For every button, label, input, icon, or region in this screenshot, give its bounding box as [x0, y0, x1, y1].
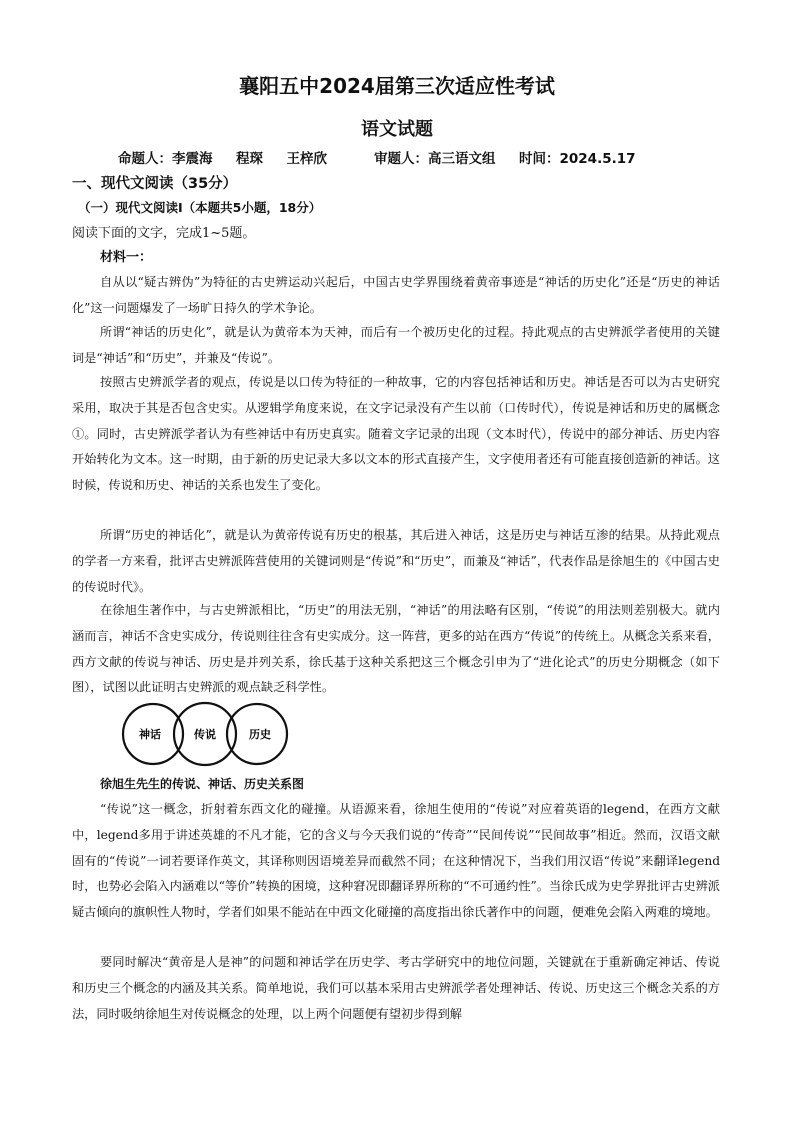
paragraph-7: 要同时解决“黄帝是人是神”的问题和神话学在历史学、考古学研究中的地位问题，关键就在于重新确定神话、传说和历史三个概念的内涵及其关系。简单地说，我们可以基本采用古史辨派学者处理神话、传说、历史这三个概念关系的方法，同时吸纳徐旭生对传说概念的处理，以上两个问题便有望初步得到解 [72, 955, 720, 1021]
label-history: 历史 [249, 728, 271, 741]
paragraph-4: 所谓“历史的神话化”，就是认为黄帝传说有历史的根基，其后进入神话，这是历史与神话互渗的结果。从持此观点的学者一方来看，批评古史辨派阵营使用的关键词则是“传说”和“历史”，而兼及“神话”，代表作品是徐旭生的《中国古史的传说时代》。 [72, 528, 720, 594]
paragraph-6: “传说”这一概念，折射着东西文化的碰撞。从语源来看，徐旭生使用的“传说”对应着英语的legend，在西方文献中，legend多用于讲述英雄的不凡才能，它的含义与今天我们说的“传奇”“民间传说”“民间故事”相近。然而，汉语文献固有的“传说”一词若要译作英文，其译称则因语境差异而截然不同；在这种情况下，当我们用汉语“传说”来翻译legend时，也势必会陷入内涵难以“等价”转换的困境，这种窘况即翻译界所称的“不可通约性”。当徐氏成为史学界批评古史辨派疑古倾向的旗帜性人物时，学者们如果不能站在中西文化碰撞的高度指出徐氏著作中的问题，便难免会陷入两难的境地。 [72, 802, 720, 920]
paragraph-2: 所谓“神话的历史化”，就是认为黄帝本为天神，而后有一个被历史化的过程。持此观点的古史辨派学者使用的关键词是“神话”和“历史”，并兼及“传说”。 [72, 325, 720, 365]
paragraph-1: 自从以“疑古辨伪”为特征的古史辨运动兴起后，中国古史学界围绕着黄帝事迹是“神话的历史化”还是“历史的神话化”这一问题爆发了一场旷日持久的学术争论。 [72, 275, 720, 315]
material-label: 材料一： [100, 250, 153, 265]
concept-venn-diagram [120, 700, 300, 768]
reading-instruction: 阅读下面的文字，完成1~5题。 [72, 226, 256, 241]
paragraph-3: 按照古史辨派学者的观点，传说是以口传为特征的一种故事，它的内容包括神话和历史。神话是否可以为古史研究采用，取决于其是否包含史实。从逻辑学角度来说，在文字记录没有产生以前（口传时代），传说是神话和历史的属概念①。同时，古史辨派学者认为有些神话中有历史真实。随着文字记录的出现（文本时代），传说中的部分神话、历史内容开始转化为文本。这一时期，由于新的历史记录大多以文本的形式直接产生，文字使用者还有可能直接创造新的神话。这时候，传说和历史、神话的关系也发生了变化。 [72, 375, 720, 493]
paragraph-5: 在徐旭生著作中，与古史辨派相比，“历史”的用法无别，“神话”的用法略有区别，“传说”的用法则差别极大。就内涵而言，神话不含史实成分，传说则往往含有史实成分。这一阵营，更多的站在西方“传说”的传统上。从概念关系来看，西方文献的传说与神话、历史是并列关系，徐氏基于这种关系把这三个概念引申为了“进化论式”的历史分期概念（如下图），试图以此证明古史辨派的观点缺乏科学性。 [72, 603, 720, 695]
label-legend: 传说 [194, 728, 216, 741]
diagram-caption: 徐旭生先生的传说、神话、历史关系图 [100, 777, 305, 791]
exam-title: 襄阳五中2024届第三次适应性考试 [239, 74, 555, 98]
label-myth: 神话 [139, 728, 161, 741]
exam-meta: 命题人：李震海 程琛 王梓欣 审题人：高三语文组 时间：2024.5.17 [118, 151, 636, 167]
subsection-heading: （一）现代文阅读Ⅰ（本题共5小题，18分） [78, 200, 322, 215]
exam-subtitle: 语文试题 [361, 119, 433, 140]
section-heading: 一、现代文阅读（35分） [72, 176, 238, 192]
